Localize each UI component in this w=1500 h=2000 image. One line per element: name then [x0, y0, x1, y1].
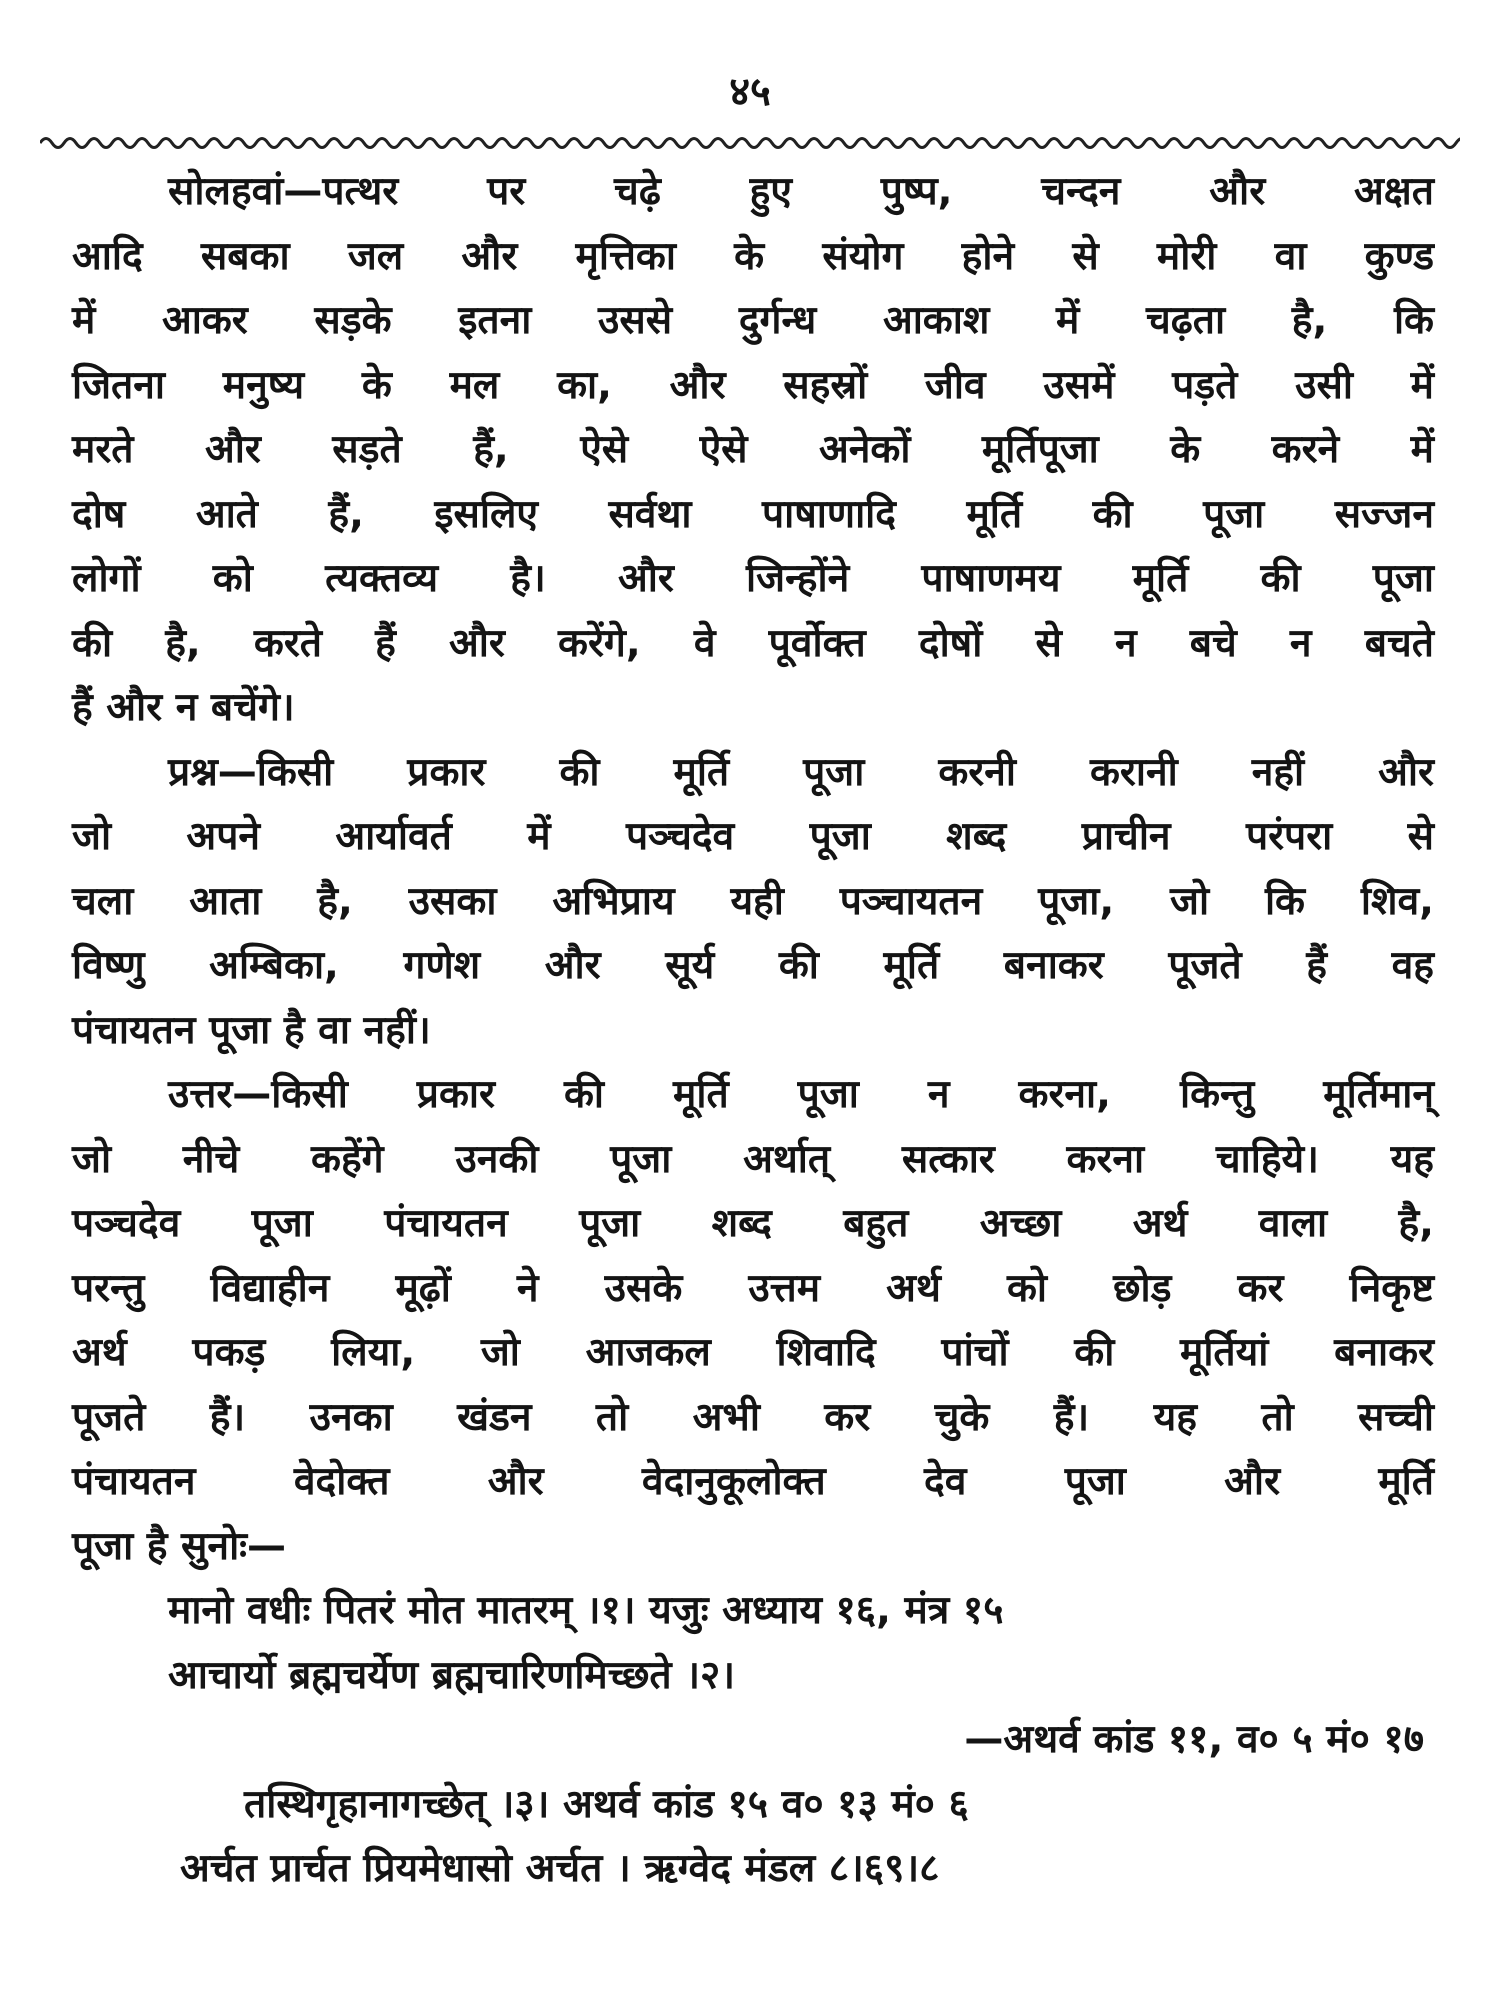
text-line: जो नीचे कहेंगे उनकी पूजा अर्थात् सत्कार करना चाहिये। यह [72, 1136, 1434, 1182]
quote-line: तस्थिगृहानागच्छेत् ।३। अथर्व कांड १५ व० १३ मं० ६ [244, 1781, 969, 1827]
page-number: ४५ [729, 69, 771, 115]
text-line: जितना मनुष्य के मल का, और सहस्रों जीव उसमें पड़ते उसी में [72, 362, 1434, 408]
text-line: हैं और न बचेंगे। [72, 685, 295, 730]
quote-line: आचार्यो ब्रह्मचर्येण ब्रह्मचारिणमिच्छते ।२। [168, 1652, 736, 1698]
text-line: दोष आते हैं, इसलिए सर्वथा पाषाणादि मूर्ति की पूजा सज्जन [72, 491, 1434, 537]
quote-line: अर्चत प्रार्चत प्रियमेधासो अर्चत । ऋग्वेद मंडल ८।६९।८ [180, 1846, 940, 1891]
text-line: सोलहवां—पत्थर पर चढ़े हुए पुष्प, चन्दन और अक्षत [168, 169, 1434, 214]
text-line: प्रश्न—किसी प्रकार की मूर्ति पूजा करनी करानी नहीं और [168, 749, 1434, 795]
text-line: मरते और सड़ते हैं, ऐसे ऐसे अनेकों मूर्तिपूजा के करने में [72, 427, 1434, 472]
text-line: लोगों को त्यक्तव्य है। और जिन्होंने पाषाणमय मूर्ति की पूजा [72, 556, 1434, 601]
text-line: पञ्चदेव पूजा पंचायतन पूजा शब्द बहुत अच्छा अर्थ वाला है, [72, 1201, 1434, 1246]
paragraph-prashna [72, 741, 1434, 1064]
text-line: विष्णु अम्बिका, गणेश और सूर्य की मूर्ति बनाकर पूजते हैं वह [72, 943, 1434, 988]
text-line: चला आता है, उसका अभिप्राय यही पञ्चायतन पूजा, जो कि शिव, [72, 878, 1434, 924]
scripture-quotes [72, 1579, 1434, 1902]
text-line: जो अपने आर्यावर्त में पञ्चदेव पूजा शब्द प्राचीन परंपरा से [72, 814, 1434, 859]
text-line: में आकर सड़के इतना उससे दुर्गन्ध आकाश में चढ़ता है, कि [72, 298, 1434, 343]
paragraph-uttar [72, 1063, 1434, 1579]
text-line: परन्तु विद्याहीन मूढ़ों ने उसके उत्तम अर्थ को छोड़ कर निकृष्ट [72, 1265, 1434, 1311]
quote-citation: —अथर्व कांड ११, व० ५ मं० १७ [964, 1717, 1424, 1762]
page-body [72, 160, 1434, 1902]
text-line: पंचायतन पूजा है वा नहीं। [72, 1007, 431, 1053]
paragraph-solahvan [72, 160, 1434, 741]
wavy-divider [40, 132, 1460, 154]
text-line: पंचायतन वेदोक्त और वेदानुकूलोक्त देव पूजा और मूर्ति [72, 1459, 1434, 1504]
text-line: अर्थ पकड़ लिया, जो आजकल शिवादि पांचों की मूर्तियां बनाकर [72, 1330, 1434, 1375]
quote-line: मानो वधीः पितरं मोत मातरम् ।१। यजुः अध्याय १६, मंत्र १५ [168, 1588, 1004, 1633]
text-line: उत्तर—किसी प्रकार की मूर्ति पूजा न करना, किन्तु मूर्तिमान् [168, 1072, 1434, 1117]
text-line: पूजा है सुनोः— [72, 1523, 287, 1569]
text-line: की है, करते हैं और करेंगे, वे पूर्वोक्त दोषों से न बचे न बचते [72, 620, 1434, 666]
text-line: पूजते हैं। उनका खंडन तो अभी कर चुके हैं। यह तो सच्ची [72, 1394, 1434, 1440]
text-line: आदि सबका जल और मृत्तिका के संयोग होने से मोरी वा कुण्ड [72, 233, 1434, 279]
